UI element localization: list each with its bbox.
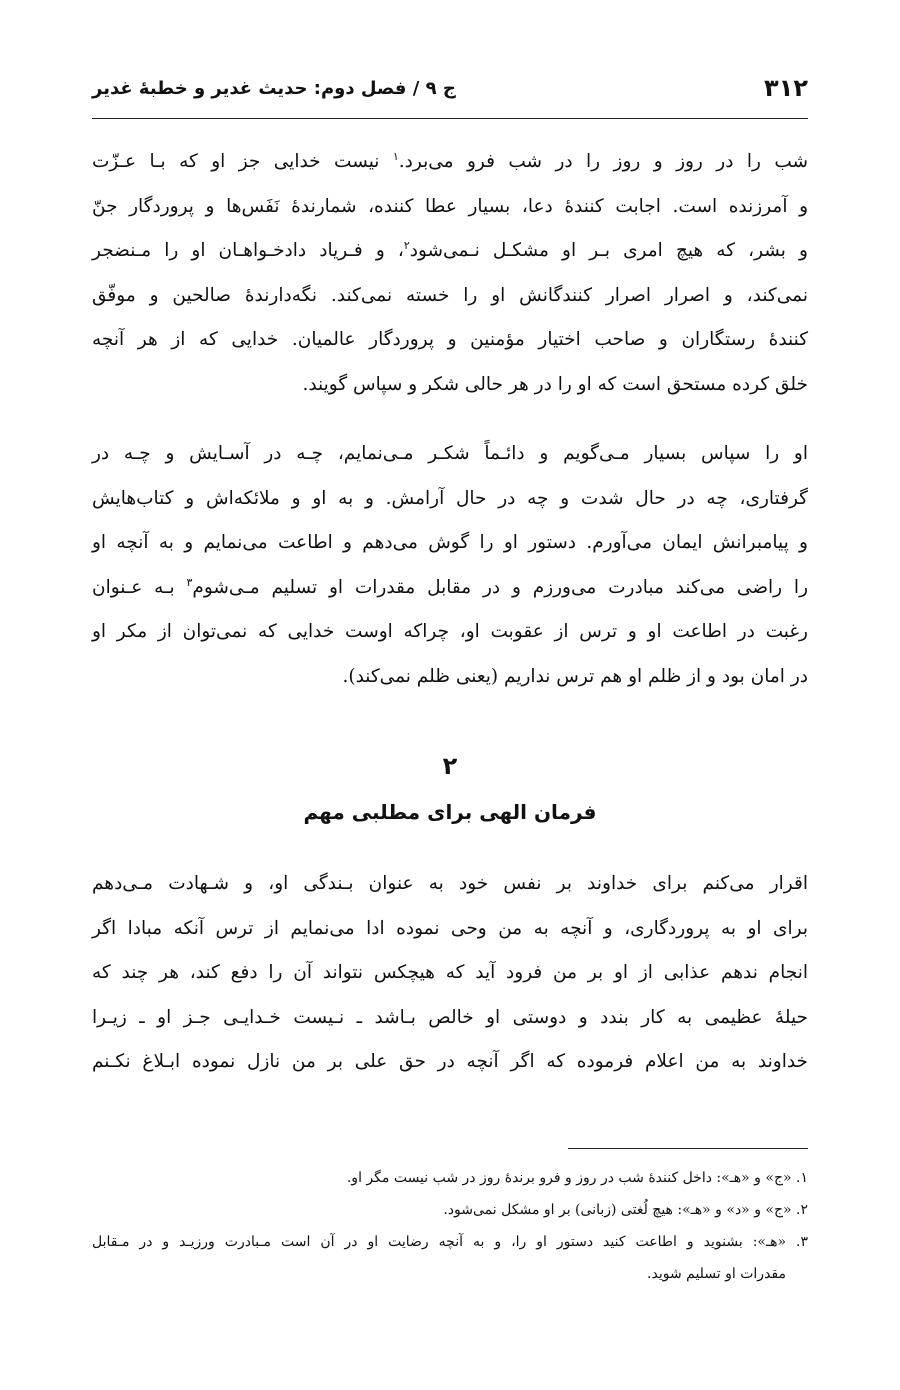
paragraph-line: خداوند به من اعلام فرموده که اگر آنچه در حق علی بر من نازل نموده ابـلاغ نکـنم <box>92 1051 808 1072</box>
paragraph-line: رغبت در اطاعت او و ترس از عقوبت او، چراکه اوست خدایی که نمی‌توان از مکر او <box>92 621 808 642</box>
section-number: ۲ <box>442 752 458 780</box>
paragraph-line: حیلهٔ عظیمی به کار بندد و دوستی او خالص بـاشد ـ نـیست خـدایـی جـز او ـ زیـرا <box>92 1006 808 1028</box>
page-number: ۳۱۲ <box>764 74 808 102</box>
paragraph-2 <box>92 432 808 699</box>
paragraph-line: اقرار می‌کنم برای خداوند بر نفس خود به عنوان بـندگی او، و شـهادت مـی‌دهم <box>92 873 808 894</box>
paragraph-line: را راضی می‌کند مبادرت می‌ورزم و در مقابل مقدرات او تسلیم مـی‌شوم$^۳$ بـه عـنوان <box>92 575 809 598</box>
footnote-ref[interactable]: ۱ <box>392 149 399 163</box>
paragraph-line: در امان بود و از ظلم او هم ترس نداریم (یعنی ظلم نمی‌کند). <box>342 665 808 687</box>
footnote-3: ۳. «هـ»: بشنوید و اطاعت کنید دستور او را، و به آنچه رضایت او در آن است مـبادرت ورزیـد و در مـقابل <box>92 1234 808 1250</box>
paragraph-line: انجام ندهم عذابی از او بر من فرود آید که هیچکس نتواند آن را دفع کند، هر چند که <box>92 962 808 983</box>
paragraph-line: و آمرزنده است. اجابت کنندهٔ دعا، بسیار عطا کننده، شمارندهٔ نَفَس‌ها و پروردگار جنّ <box>92 195 808 217</box>
running-title: ج ۹ / فصل دوم: حدیث غدیر و خطبهٔ غدیر <box>92 77 456 99</box>
header-rule <box>92 118 808 119</box>
paragraph-1 <box>92 140 808 407</box>
paragraph-line: شب را در روز و روز را در شب فرو می‌برد.$^۱$ نیست خدایی جز او که بـا عـزّت <box>92 149 808 172</box>
paragraph-line: و پیامبرانش ایمان می‌آورم. دستور او را گوش می‌دهم و اطاعت می‌نمایم و به آنچه او <box>92 532 808 553</box>
paragraph-line: او را سپاس بسیار مـی‌گویم و دائـماً شکـر مـی‌نمایم، چـه در آسـایش و چـه در <box>92 443 808 464</box>
section-title: فرمان الهی برای مطلبی مهم <box>303 800 597 824</box>
footnote-ref[interactable]: ۳ <box>186 575 193 589</box>
paragraph-line: خلق کرده مستحق است که او را در هر حالی شکر و سپاس گویند. <box>302 373 808 395</box>
paragraph-line: و بشر، که هیچ امری بـر او مشکـل نـمی‌شود$^۲$، و فـریاد دادخـواهـان او را مـنضجر <box>92 238 808 261</box>
footnote-3-continuation: مقدرات او تسلیم شوید. <box>647 1266 786 1282</box>
paragraph-line: برای او به پروردگاری، و آنچه به من وحی نموده ادا می‌نمایم از ترس آنکه مبادا اگر <box>92 917 808 939</box>
footnote-1: ۱. «ج» و «هـ»: داخل کنندهٔ شب در روز و فرو برندهٔ روز در شب نیست مگر او. <box>346 1170 808 1186</box>
footnote-ref[interactable]: ۲ <box>403 238 410 252</box>
page-header <box>92 62 808 114</box>
footnote-2: ۲. «ج» و «د» و «هـ»: هیچ لُغتی (زبانی) بر او مشکل نمی‌شود. <box>443 1202 808 1218</box>
paragraph-3 <box>92 862 808 1085</box>
paragraph-line: کنندهٔ رستگاران و صاحب اختیار مؤمنین و پروردگار عالمیان. خدایی که از هر آنچه <box>92 329 808 350</box>
paragraph-line: نمی‌کند، و اصرار اصرار کنندگانش او را خسته نمی‌کند. نگه‌دارندهٔ صالحین و موفّق <box>92 284 808 306</box>
paragraph-line: گرفتاری، چه در حال شدت و چه در حال آرامش. و به او و ملائکه‌اش و کتاب‌هایش <box>92 487 808 509</box>
footnotes <box>92 1162 808 1290</box>
footnote-separator <box>568 1148 808 1149</box>
